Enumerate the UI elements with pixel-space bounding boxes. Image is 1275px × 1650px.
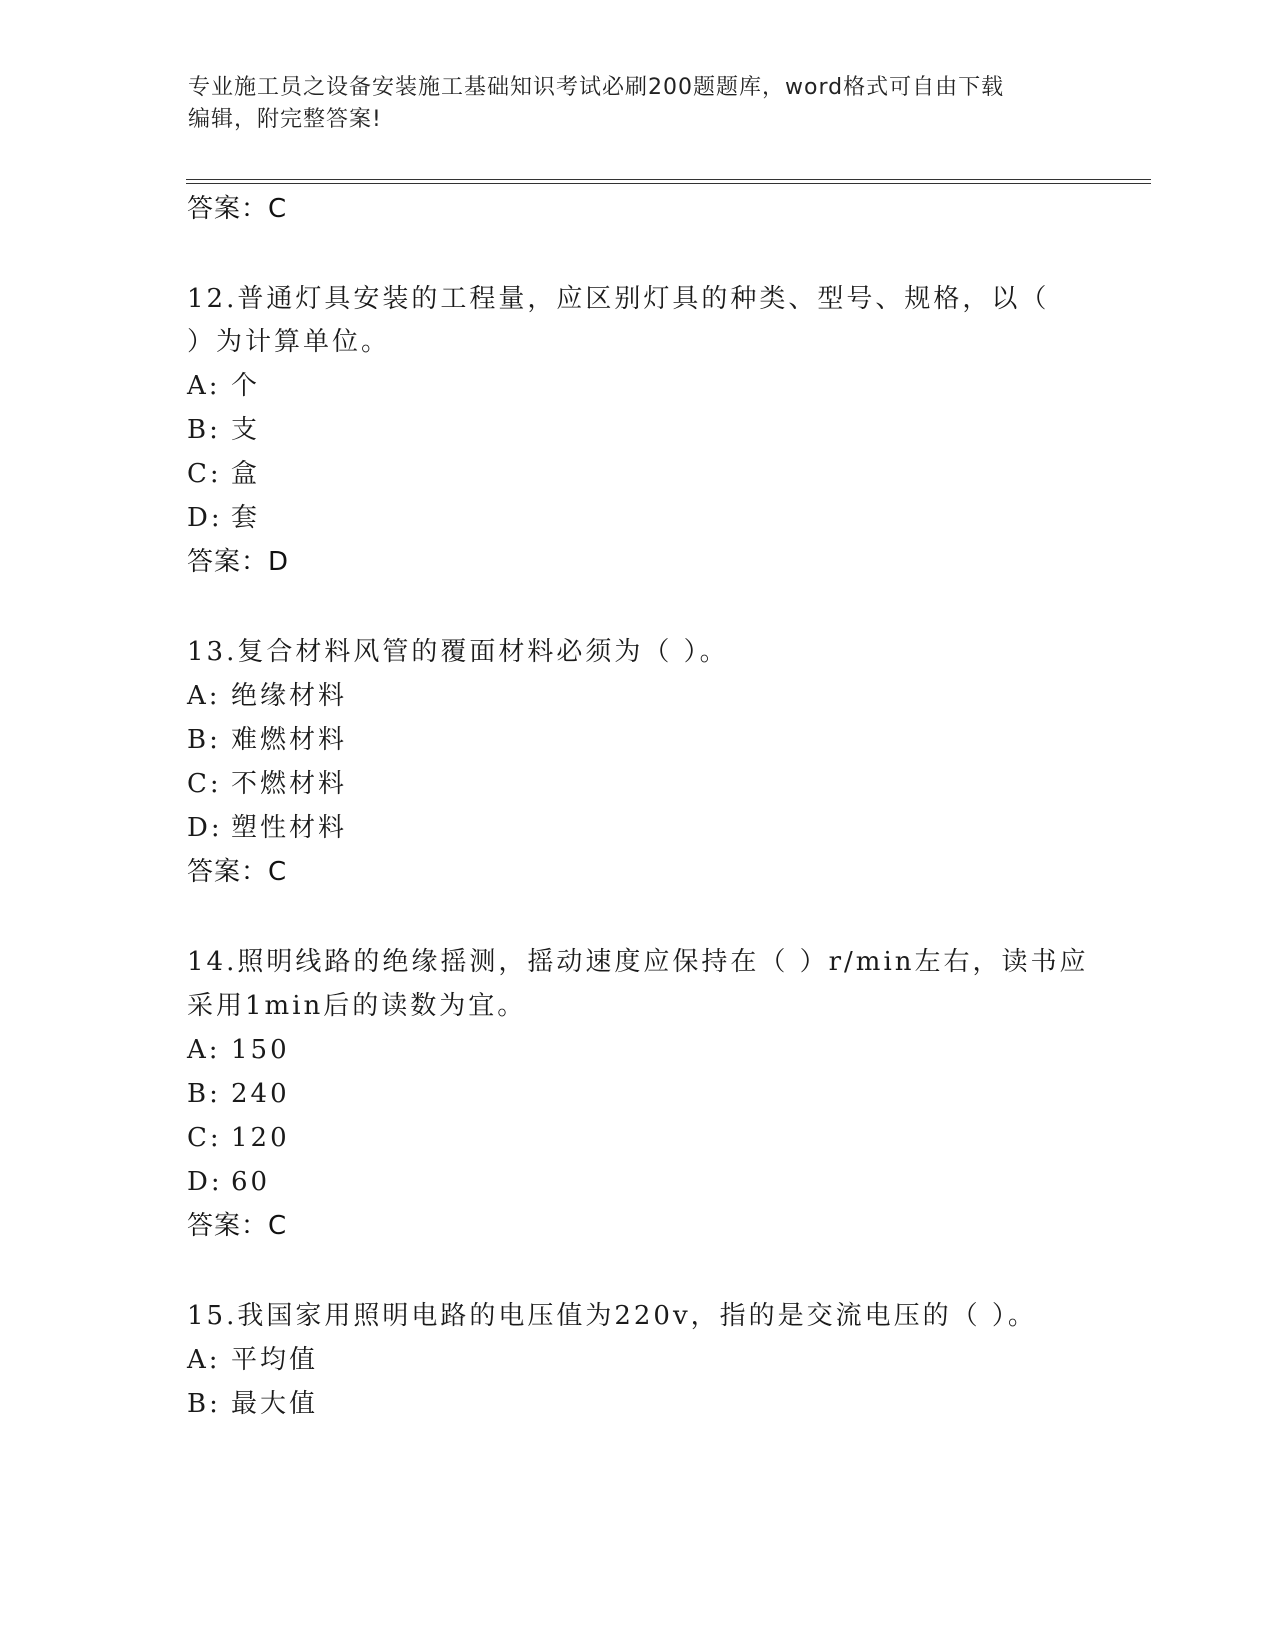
option-key: A: [187, 371, 221, 401]
option-text: 120 [231, 1123, 290, 1153]
option-key: D: [187, 1167, 223, 1197]
question-14-option-a [187, 1034, 290, 1066]
question-13-option-c [187, 768, 347, 800]
option-text: 最大值 [231, 1389, 319, 1419]
question-12-option-c [187, 458, 260, 490]
option-key: B: [187, 1389, 221, 1419]
question-12-stem-line-2: ）为计算单位。 [187, 327, 391, 357]
question-14-answer: 答案：C [187, 1211, 288, 1241]
question-12-option-a [187, 370, 260, 402]
header-line-2: 编辑，附完整答案! [188, 107, 382, 132]
question-12-answer: 答案：D [187, 547, 290, 577]
question-14-stem-line-2: 采用1min后的读数为宜。 [187, 991, 527, 1021]
question-13-answer: 答案：C [187, 857, 288, 887]
header-divider-bottom [186, 183, 1151, 184]
option-key: B: [187, 1079, 221, 1109]
question-12-stem-line-1: 12.普通灯具安装的工程量，应区别灯具的种类、型号、规格，以（ [187, 284, 1050, 314]
question-15-stem-line-1: 15.我国家用照明电路的电压值为220v，指的是交流电压的（ ）。 [187, 1301, 1037, 1331]
question-14-option-d [187, 1166, 270, 1198]
question-14-option-b [187, 1078, 290, 1110]
option-key: D: [187, 813, 223, 843]
question-14-option-c [187, 1122, 290, 1154]
question-15-option-a [187, 1344, 318, 1376]
header-divider-top [186, 179, 1151, 180]
option-text: 不燃材料 [231, 769, 348, 799]
option-key: C: [187, 459, 222, 489]
option-key: A: [187, 1345, 221, 1375]
question-12-option-b [187, 414, 260, 446]
previous-answer: 答案：C [187, 194, 288, 224]
option-key: D: [187, 503, 223, 533]
option-key: B: [187, 725, 221, 755]
option-text: 难燃材料 [231, 725, 348, 755]
option-text: 60 [231, 1167, 271, 1197]
option-text: 支 [231, 415, 261, 445]
question-14-stem-line-1: 14.照明线路的绝缘摇测，摇动速度应保持在（ ）r/min左右，读书应 [187, 947, 1089, 977]
option-text: 个 [231, 371, 261, 401]
document-header [188, 72, 1068, 136]
option-key: A: [187, 1035, 221, 1065]
option-text: 150 [231, 1035, 290, 1065]
question-13-stem-line-1: 13.复合材料风管的覆面材料必须为（ ）。 [187, 637, 729, 667]
option-text: 盒 [231, 459, 261, 489]
option-key: B: [187, 415, 221, 445]
option-text: 塑性材料 [231, 813, 348, 843]
option-text: 平均值 [231, 1345, 319, 1375]
question-13-option-b [187, 724, 347, 756]
option-key: A: [187, 681, 221, 711]
question-13-option-d [187, 812, 347, 844]
option-key: C: [187, 769, 222, 799]
option-key: C: [187, 1123, 222, 1153]
option-text: 240 [231, 1079, 290, 1109]
header-line-1: 专业施工员之设备安装施工基础知识考试必刷200题题库，word格式可自由下载 [188, 75, 1005, 100]
option-text: 绝缘材料 [231, 681, 348, 711]
question-12-option-d [187, 502, 260, 534]
option-text: 套 [231, 503, 261, 533]
question-15-option-b [187, 1388, 318, 1420]
question-13-option-a [187, 680, 347, 712]
